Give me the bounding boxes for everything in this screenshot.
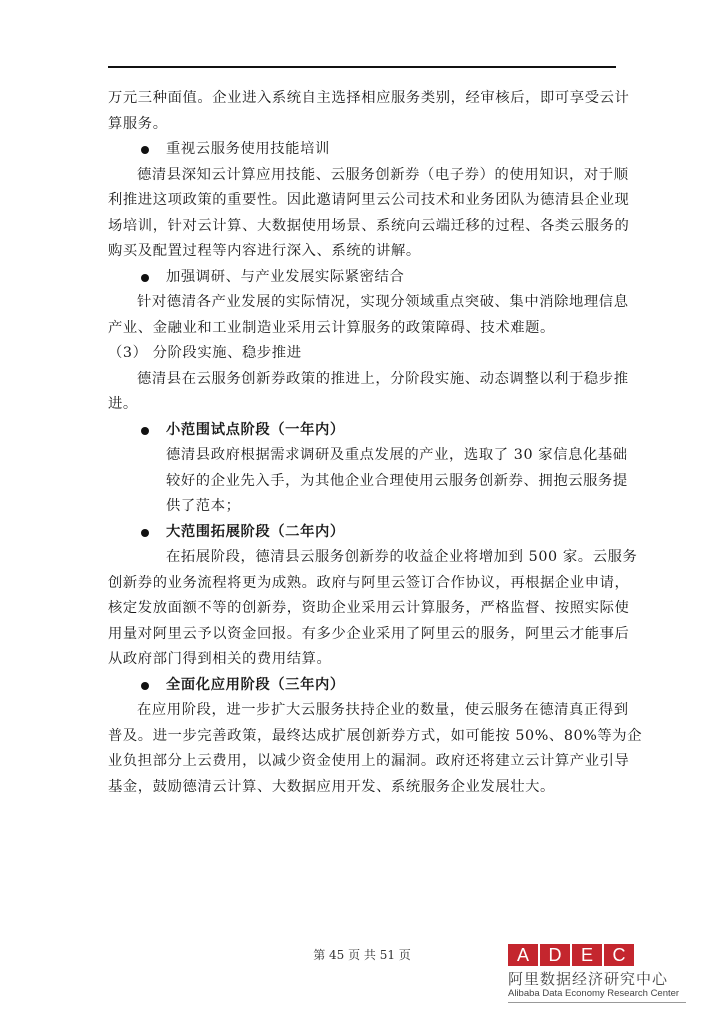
paragraph-line: 普及。进一步完善政策，最终达成扩展创新券方式，如可能按 50%、80%等为企 [108,727,643,744]
paragraph-line: 德清县政府根据需求调研及重点发展的产业，选取了 30 家信息化基础 [166,447,628,463]
logo-letter-c: C [604,944,634,966]
paragraph-line: 在拓展阶段，德清县云服务创新券的收益企业将增加到 500 家。云服务 [166,549,638,565]
logo-letter-a: A [508,944,538,966]
paragraph-line: 场培训，针对云计算、大数据使用场景、系统向云端迁移的过程、各类云服务的 [108,217,630,234]
bullet-item [108,418,618,444]
bullet-text: 加强调研、与产业发展实际紧密结合 [166,268,405,285]
paragraph-line: 德清县深知云计算应用技能、云服务创新券（电子券）的使用知识，对于顺 [137,166,629,183]
paragraph-line: 进。 [108,396,138,412]
bullet-icon [141,529,149,537]
page-number: 第 45 页 共 51 页 [313,948,411,962]
document-body [108,86,643,800]
adec-logo [508,944,688,1003]
paragraph-line: 针对德清各产业发展的实际情况，实现分领域重点突破、集中消除地理信息 [137,294,629,310]
paragraph-line: 算服务。 [108,115,168,132]
header-rule [108,66,616,68]
paragraph-line: 基金，鼓励德清云计算、大数据应用开发、系统服务企业发展壮大。 [108,778,555,795]
bullet-icon [141,274,149,282]
bullet-text: 全面化应用阶段（三年内） [166,676,345,693]
paragraph-line: 核定发放面额不等的创新券，资助企业采用云计算服务，严格监督、按照实际使 [108,600,630,616]
logo-english-name: Alibaba Data Economy Research Center [508,988,680,999]
paragraph-line: 德清县在云服务创新券政策的推进上，分阶段实施、动态调整以利于稳步推 [137,370,629,387]
logo-letters [508,944,688,966]
bullet-text: 小范围试点阶段（一年内） [166,421,345,438]
paragraph-line: 购买及配置过程等内容进行深入、系统的讲解。 [108,243,421,259]
paragraph-line: 从政府部门得到相关的费用结算。 [108,651,332,667]
bullet-item [108,673,618,699]
paragraph-line: 利推进这项政策的重要性。因此邀请阿里云公司技术和业务团队为德清县企业现 [108,192,630,208]
bullet-item [108,265,618,291]
logo-chinese-name: 阿里数据经济研究中心 [508,970,669,988]
paragraph-line: 创新券的业务流程将更为成熟。政府与阿里云签订合作协议，再根据企业申请， [108,574,630,591]
section-heading: （3） 分阶段实施、稳步推进 [108,345,302,361]
paragraph-line: 产业、金融业和工业制造业采用云计算服务的政策障碍、技术难题。 [108,319,555,336]
paragraph-line: 在应用阶段，进一步扩大云服务扶持企业的数量，使云服务在德清真正得到 [137,702,629,718]
bullet-item [108,137,618,163]
paragraph-line: 万元三种面值。企业进入系统自主选择相应服务类别，经审核后，即可享受云计 [108,90,630,106]
bullet-text: 大范围拓展阶段（二年内） [166,523,345,540]
paragraph-line: 供了范本； [166,498,241,514]
paragraph-line: 用量对阿里云予以资金回报。有多少企业采用了阿里云的服务，阿里云才能事后 [108,625,630,642]
bullet-icon [141,427,149,435]
paragraph-line: 业负担部分上云费用，以减少资金使用上的漏洞。政府还将建立云计算产业引导 [108,753,630,769]
bullet-item [108,520,618,546]
paragraph-line: 较好的企业先入手，为其他企业合理使用云服务创新券、拥抱云服务提 [166,472,628,489]
logo-letter-e: E [572,944,602,966]
bullet-icon [141,682,149,690]
bullet-text: 重视云服务使用技能培训 [166,141,330,157]
logo-underline [508,1002,686,1003]
bullet-icon [141,146,149,154]
logo-letter-d: D [540,944,570,966]
